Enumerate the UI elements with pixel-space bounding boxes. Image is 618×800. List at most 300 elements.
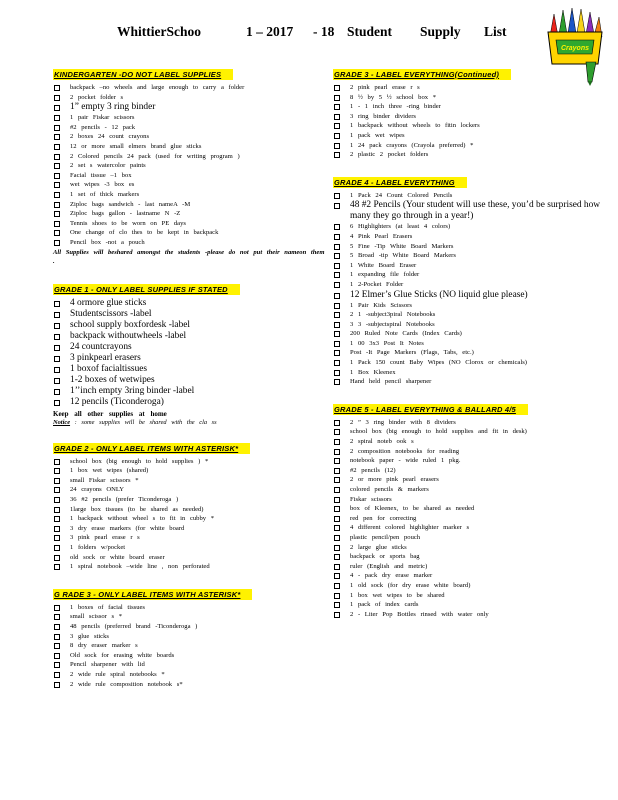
supply-item-text: 2 large glue sticks [350,543,407,551]
keep-at-home-note: Keep all other supplies at home [53,409,167,418]
checkbox-icon[interactable] [334,263,340,269]
supply-item [333,339,605,349]
checkbox-icon[interactable] [54,507,60,513]
supply-item [53,132,325,142]
supply-item [333,466,605,476]
checkbox-icon[interactable] [334,282,340,288]
supply-item [53,397,325,408]
checkbox-icon[interactable] [334,244,340,250]
supply-item [333,112,605,122]
checkbox-icon[interactable] [54,144,60,150]
supply-item [333,83,605,93]
checkbox-icon[interactable] [334,506,340,512]
supply-item-text: colored pencils & markers [350,486,429,493]
supply-item-text: 1” empty 3 ring binder [70,102,156,113]
checkbox-icon[interactable] [334,458,340,464]
supply-item-text: Pencil sharpener with lid [70,661,145,669]
checkbox-icon[interactable] [54,356,60,362]
supply-item [333,581,605,591]
supply-item [333,102,605,112]
checkbox-icon[interactable] [334,350,340,356]
supply-item [333,368,605,378]
checkbox-icon[interactable] [54,230,60,236]
checkbox-icon[interactable] [334,322,340,328]
supply-item-text: 1 Pack 24 Count Colored Pencils [350,191,453,199]
checkbox-icon[interactable] [334,449,340,455]
checkbox-icon[interactable] [334,272,340,278]
supply-item-text: ruler (English and metric) [350,562,428,570]
supply-item [53,142,325,152]
supply-item [53,180,325,190]
supply-item [53,171,325,181]
checkbox-icon[interactable] [334,439,340,445]
supply-item-text: #2 pencils - 12 pack [70,123,136,131]
supply-item-text: Ziploc bags sandwich - last nameA -M [70,200,191,208]
supply-list [53,298,325,408]
supply-item-text: 2 wide rule composition notebook s* [70,680,183,688]
checkbox-icon[interactable] [334,420,340,426]
supply-item [333,571,605,581]
notice-note [53,419,325,426]
supply-list [53,603,325,689]
supply-item [53,562,325,572]
supply-item [53,660,325,670]
supply-item [53,622,325,632]
checkbox-icon[interactable] [54,334,60,340]
supply-item [53,238,325,248]
supply-item-text: 1 backpack without wheels to fitin lockers [350,122,480,130]
supply-item [333,475,605,485]
checkbox-icon[interactable] [334,564,340,570]
supply-list [333,83,605,160]
supply-item [333,610,605,620]
supply-item [333,437,605,447]
supply-item [333,150,605,160]
checkbox-icon[interactable] [334,234,340,240]
supply-item-text: plastic pencil/pen pouch [350,533,421,541]
supply-item [333,591,605,601]
supply-item-text: Post -It Page Markers (Flags, Tabs, etc.) [350,349,474,357]
supply-item-text: 1 expanding file folder [350,271,420,279]
supply-item [53,102,325,113]
supply-item [53,375,325,386]
supply-item-text: 200 Ruled Note Cards (Index Cards) [350,330,462,338]
checkbox-icon[interactable] [54,115,60,121]
supply-item-text: Studentscissors -label [70,308,152,319]
supply-item [333,310,605,320]
checkbox-icon[interactable] [54,134,60,140]
supply-item [53,364,325,375]
notice-label: Notice [53,418,71,426]
supply-item [53,612,325,622]
supply-item-text: 2 Colored pencils 24 pack (used for writing program ) [70,152,240,160]
checkbox-icon[interactable] [334,602,340,608]
supply-item [53,543,325,553]
checkbox-icon[interactable] [334,312,340,318]
supply-item [333,242,605,252]
supply-item [333,543,605,553]
supply-item [53,209,325,219]
checkbox-icon[interactable] [54,367,60,373]
supply-item-text: 1 pack of index cards [350,601,419,609]
checkbox-icon[interactable] [54,173,60,179]
supply-item [53,533,325,543]
supply-item [53,190,325,200]
section-heading: KINDERGARTEN -DO NOT LABEL SUPPLIES [53,69,233,80]
supply-item-text: 24 countcrayons [70,341,132,352]
checkbox-icon[interactable] [54,516,60,522]
supply-item-text: 48 pencils (preferred brand -Ticonderoga ) [70,623,198,630]
checkbox-icon[interactable] [334,516,340,522]
checkbox-icon[interactable] [54,564,60,570]
supply-item-text: One change of clo thes to be kept in backpack [70,229,219,237]
supply-item-text: small Fiskar scissors * [70,476,139,484]
supply-item [53,485,325,495]
supply-item-text: 1 Pair Kids Scissors [350,301,412,309]
supply-item-text: Facial tissue –1 box [70,171,132,179]
supply-item-text: backpack withoutwheels -label [70,330,187,341]
supply-item [333,447,605,457]
supply-item [53,476,325,486]
school-name: WhittierSchoo [117,24,201,39]
supply-item-text: 2 - Liter Pop Bottles rinsed with water only [350,610,489,618]
crayon-icon [568,8,576,33]
checkbox-icon[interactable] [334,477,340,483]
checkbox-icon[interactable] [334,497,340,503]
checkbox-icon[interactable] [54,301,60,307]
supply-item-text: 12 or more small elmers brand glue sticks [70,142,202,150]
supply-item-text: 24 crayons ONLY [70,486,125,494]
supply-item-text: school box (big enough to hold supplies ) * [70,457,209,465]
supply-item [333,562,605,572]
supply-item [53,632,325,642]
supply-list [333,191,605,387]
supply-item [53,309,325,320]
supply-item-text: 1 box wet wipes to be shared [350,591,445,599]
checkbox-icon[interactable] [334,370,340,376]
supply-item [53,342,325,353]
supply-item-text: 1 White Board Eraser [350,261,417,269]
section-grade-4 [333,172,605,387]
checkbox-icon[interactable] [54,323,60,329]
checkbox-icon[interactable] [54,535,60,541]
checkbox-icon[interactable] [54,202,60,208]
supply-item [333,377,605,387]
supply-item-text: 1 box wet wipes (shared) [70,467,149,475]
checkbox-icon[interactable] [54,487,60,493]
checkbox-icon[interactable] [334,429,340,435]
supply-item-text: 1large box tissues (to be shared as needed) [70,505,204,513]
supply-item-text: 2 or more pink pearl erasers [350,476,439,484]
checkbox-icon[interactable] [54,459,60,465]
supply-item-text: 12 Elmer’s Glue Sticks (NO liquid glue please) [350,289,528,300]
left-column [53,64,325,701]
supply-item [333,320,605,330]
crayon-icon [559,10,567,34]
supply-item-text: Old sock for erasing white boards [70,651,175,659]
section-grade-5 [333,399,605,619]
supply-item-text: wet wipes -3 box es [70,181,135,189]
checkbox-icon[interactable] [334,85,340,91]
supply-item-text: Hand held pencil sharpener [350,378,432,386]
supply-item [333,131,605,141]
supply-item [333,222,605,232]
checkbox-icon[interactable] [334,123,340,129]
supply-list [53,83,325,248]
supply-item-text: school supply boxfordesk -label [70,319,191,330]
supply-item-text: 1 - 1 inch three -ring binder [350,103,441,111]
supply-item [333,121,605,131]
supply-item [53,386,325,397]
supply-item-text: 1-2 boxes of wetwipes [70,374,155,385]
checkbox-icon[interactable] [54,192,60,198]
supply-item [53,524,325,534]
supply-item-text: 2 1 -subject3piral Notebooks [350,311,436,319]
supply-item-text: #2 pencils (12) [350,466,396,474]
supply-item-text: 1 folders w/pocket [70,544,126,552]
supply-item-text: 4 Pink Pearl Erasers [350,232,413,240]
supply-item-text: 2 pocket folder s [70,93,124,101]
supply-item-text: 5 Fine -Tip White Board Markers [350,242,454,250]
checkbox-icon[interactable] [334,143,340,149]
supply-item [333,514,605,524]
checkbox-icon[interactable] [54,634,60,640]
supply-item-text: backpack –no wheels and large enough to carry a folder [70,84,245,91]
checkbox-icon[interactable] [334,487,340,493]
supply-item-text: 5 Broad -tip White Board Markers [350,252,456,260]
checkbox-icon[interactable] [54,605,60,611]
checkbox-icon[interactable] [54,85,60,91]
supply-item-text: 3 pink pearl erase r s [70,534,140,542]
checkbox-icon[interactable] [54,182,60,188]
crayon-icon [577,9,585,33]
supply-item-text: school box (big enough to hold supplies and fit in desk) [350,428,527,436]
checkbox-icon[interactable] [334,379,340,385]
supply-item-text: 1 boxof facialtissues [70,363,148,374]
supply-item [333,200,605,222]
checkbox-icon[interactable] [54,662,60,668]
supply-item [333,191,605,201]
supply-item [333,600,605,610]
checkbox-icon[interactable] [54,345,60,351]
checkbox-icon[interactable] [54,163,60,169]
supply-item-text: 1 00 3x3 Post It Notes [350,339,424,347]
checkbox-icon[interactable] [54,221,60,227]
supply-item [333,552,605,562]
supply-item-text: 3 glue sticks [70,632,109,640]
section-heading: G RADE 3 - ONLY LABEL ITEMS WITH ASTERISK* [53,589,252,600]
supply-item [333,93,605,103]
supply-item [333,301,605,311]
supply-item-text: 4 different colored highlighter marker s [350,524,470,532]
checkbox-icon[interactable] [334,253,340,259]
section-heading: GRADE 1 - ONLY LABEL SUPPLIES IF STATED [53,284,240,295]
checkbox-icon[interactable] [334,193,340,199]
supply-item-text: 1 old sock (for dry erase white board) [350,581,471,589]
supply-item-text: 1 2-Pocket Folder [350,280,404,288]
supply-item [53,466,325,476]
section-grade-3 [53,584,325,689]
supply-item-text: 1 Box Kleenex [350,368,396,376]
supply-item [333,495,605,505]
checkbox-icon[interactable] [334,152,340,158]
supply-item [53,331,325,342]
supply-item [333,504,605,514]
checkbox-icon[interactable] [334,104,340,110]
supply-item [53,680,325,690]
supply-item-text: 1 24 pack crayons (Crayola preferred) * [350,141,474,149]
checkbox-icon[interactable] [334,545,340,551]
supply-item-text: 36 #2 pencils (prefer Ticonderoga ) [70,496,179,504]
supply-item-text: 12 pencils (Ticonderoga) [70,396,164,407]
supply-item-text: 1 backpack without wheel s to fit in cubby * [70,515,215,523]
checkbox-icon[interactable] [54,95,60,101]
checkbox-icon[interactable] [54,653,60,659]
checkbox-icon[interactable] [54,389,60,395]
checkbox-icon[interactable] [334,203,340,209]
supply-item [53,298,325,309]
checkbox-icon[interactable] [334,593,340,599]
checkbox-icon[interactable] [334,341,340,347]
supply-item [333,358,605,368]
checkbox-icon[interactable] [54,378,60,384]
section-grade-1 [53,279,325,426]
supply-item [333,141,605,151]
checkbox-icon[interactable] [54,154,60,160]
checkbox-icon[interactable] [54,643,60,649]
supply-item-text: notebook paper - wide ruled 1 pkg. [350,457,461,465]
checkbox-icon[interactable] [54,312,60,318]
checkbox-icon[interactable] [334,468,340,474]
supply-item [53,200,325,210]
supply-item-text: 3 ring binder dividers [350,112,416,120]
checkbox-icon[interactable] [54,555,60,561]
supply-item-text: Pencil box -not a pouch [70,238,145,246]
supply-item-text: 2 boxes 24 count crayons [70,133,150,141]
box-label-text: Crayons [560,45,590,52]
checkbox-icon[interactable] [334,133,340,139]
supply-item [53,161,325,171]
notice-text: : some supplies will be shared with the cla ss [70,418,217,426]
supply-item [53,670,325,680]
supply-item [53,152,325,162]
checkbox-icon[interactable] [54,125,60,131]
supply-item-text: 2 spiral noteb ook s [350,438,414,446]
supply-item-text: 1 pair Fiskar scissors [70,114,135,122]
supply-item-text: 4 - pack dry erase marker [350,572,433,580]
checkbox-icon[interactable] [334,535,340,541]
supply-item [333,251,605,261]
supply-item [53,651,325,661]
supply-item [53,495,325,505]
supply-item [53,641,325,651]
right-column [333,64,605,631]
checkbox-icon[interactable] [54,545,60,551]
supply-item-text: backpack or sports bag [350,553,420,561]
checkbox-icon[interactable] [334,114,340,120]
checkbox-icon[interactable] [54,478,60,484]
checkbox-icon[interactable] [334,293,340,299]
supply-item-text: 8 ½ by 5 ½ school box * [350,93,437,101]
section-grade-3-continued [333,64,605,160]
supply-item-text: 6 Highlighters (at least 4 colors) [350,223,451,231]
checkbox-icon[interactable] [54,614,60,620]
school-year-end: - 18 [313,24,335,39]
supply-item [53,123,325,133]
supply-item-text: Tennis shoes to be worn on PE days [70,219,186,227]
checkbox-icon[interactable] [54,497,60,503]
supply-item-text: Ziploc bags gallon - lastname N -Z [70,210,181,218]
checkbox-icon[interactable] [54,400,60,406]
checkbox-icon[interactable] [54,240,60,246]
supply-item [333,456,605,466]
supply-item [333,533,605,543]
supply-item [53,553,325,563]
checkbox-icon[interactable] [334,95,340,101]
supply-item [333,280,605,290]
checkbox-icon[interactable] [54,526,60,532]
checkbox-icon[interactable] [54,682,60,688]
checkbox-icon[interactable] [334,331,340,337]
checkbox-icon[interactable] [54,624,60,630]
section-grade-2 [53,438,325,572]
supply-list [333,418,605,619]
section-heading: GRADE 3 - LABEL EVERYTHING(Continued) [333,69,511,80]
supply-item [53,83,325,93]
checkbox-icon[interactable] [54,211,60,217]
supply-item [53,514,325,524]
supply-item [53,353,325,364]
checkbox-icon[interactable] [334,554,340,560]
supply-item-text: 1’’inch empty 3ring binder -label [70,385,195,396]
checkbox-icon[interactable] [334,303,340,309]
supply-item [333,270,605,280]
shared-supplies-note: All Supplies will beshared amongst the students -please do not put their nameon them . [53,248,325,266]
checkbox-icon[interactable] [334,612,340,618]
supply-item-text: 3 3 -subjectspiral Notebooks [350,320,435,328]
supply-item [333,329,605,339]
checkbox-icon[interactable] [334,525,340,531]
supply-item [53,603,325,613]
section-heading: GRADE 5 - LABEL EVERYTHING & BALLARD 4/5 [333,404,528,415]
crayon-icon [586,12,594,34]
school-year-start: 1 – 2017 [246,24,294,39]
title-word-supply: Supply [420,24,461,39]
supply-item-text: 2 wide rule spiral notebooks * [70,670,165,678]
checkbox-icon[interactable] [334,224,340,230]
checkbox-icon[interactable] [334,360,340,366]
supply-item-text: 2 ” 3 ring binder with 8 dividers [350,418,456,426]
supply-item [333,290,605,301]
checkbox-icon[interactable] [54,105,60,111]
supply-item-text: old sock or white board eraser [70,553,165,561]
supply-item-text: 1 Pack 150 count Baby Wipes (NO Clorox or chemicals) [350,359,527,367]
supply-item-text: 1 set of thick markers [70,190,140,198]
supply-item [333,261,605,271]
checkbox-icon[interactable] [334,583,340,589]
supply-item [53,219,325,229]
checkbox-icon[interactable] [54,468,60,474]
checkbox-icon[interactable] [334,573,340,579]
supply-item [53,93,325,103]
supply-item-text: 2 plastic 2 pocket folders [350,151,429,159]
checkbox-icon[interactable] [54,672,60,678]
supply-item-text: 1 pack wet wipes [350,131,405,139]
supply-item-text: 2 pink pearl erase r s [350,84,420,91]
supply-item-text: 48 #2 Pencils (Your student will use these, you’d be surprised how many they go through in a year!) [350,200,601,222]
supply-item [53,505,325,515]
section-kindergarten [53,64,325,267]
